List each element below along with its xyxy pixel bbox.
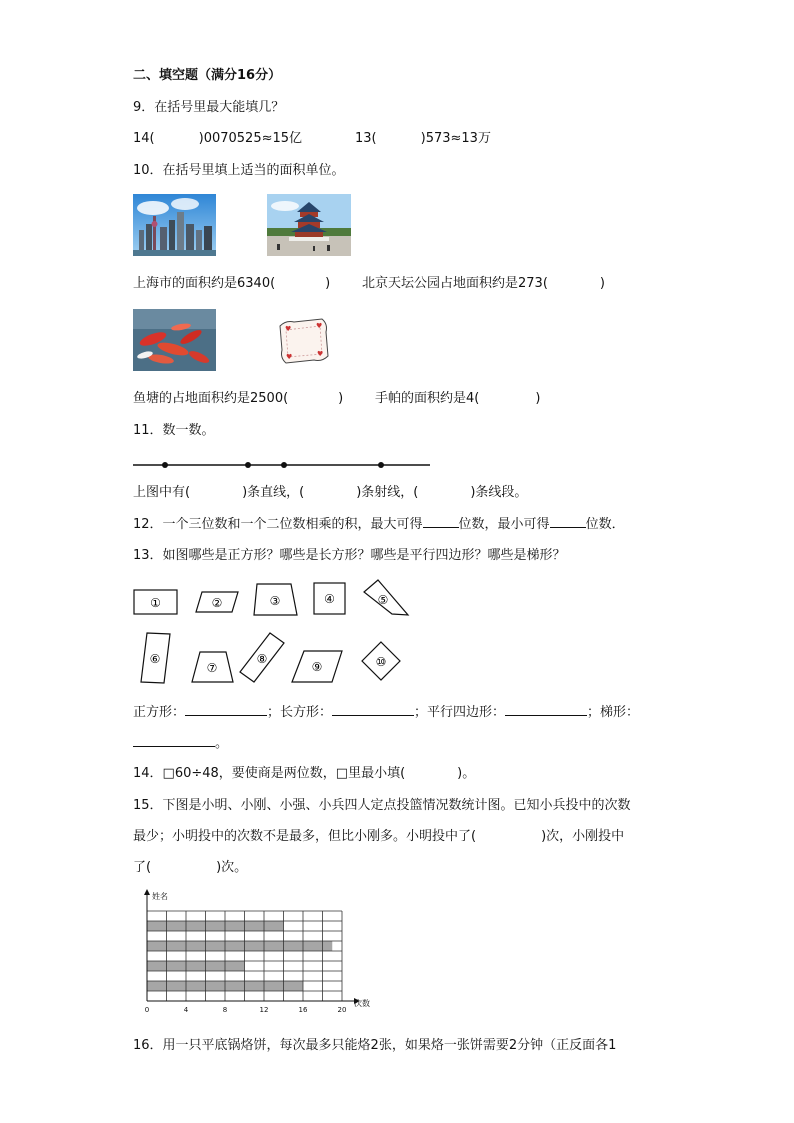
x-tick-label: 12: [259, 1006, 269, 1014]
bar-3: [147, 961, 245, 971]
q13-answer-line2: [133, 734, 228, 753]
section-title: 二、填空题（满分16分）: [133, 68, 282, 83]
shape-9-label: ⑨: [311, 660, 323, 674]
x-tick-label: 16: [298, 1006, 308, 1014]
shape-1-label: ①: [150, 596, 161, 610]
shape-10-label: ⑩: [375, 655, 387, 669]
q9-a-right: )0070525≈15亿: [198, 131, 303, 146]
shape-3-label: ③: [269, 594, 281, 608]
svg-text:♥: ♥: [316, 322, 323, 330]
handkerchief-image: [276, 316, 332, 366]
q15-line1: 15．下图是小明、小刚、小强、小兵四人定点投篮情况数统计图。已知小兵投中的次数: [133, 798, 631, 813]
x-tick-label: 8: [222, 1006, 228, 1014]
shape-6-label: ⑥: [149, 652, 161, 666]
shapes-figure: [130, 578, 430, 690]
svg-text:♥: ♥: [317, 350, 324, 358]
q10-line1-b: [362, 275, 605, 293]
q10-line1-a: [133, 275, 330, 293]
fish-pond-image: [133, 309, 216, 371]
x-tick-label: 20: [337, 1006, 347, 1014]
bar-1: [147, 921, 284, 931]
square-label: 正方形：: [133, 705, 186, 720]
q12-line: [133, 515, 625, 534]
y-axis-arrow: [144, 889, 150, 895]
x-tick-label: 4: [183, 1006, 189, 1014]
q10-prompt: 10．在括号里填上适当的面积单位。: [133, 163, 345, 178]
q11-prompt: 11．数一数。: [133, 423, 215, 438]
q13-prompt: 13．如图哪些是正方形？哪些是长方形？哪些是平行四边形？哪些是梯形？: [133, 548, 566, 563]
q13-answer-line: [133, 703, 639, 722]
svg-text:♥: ♥: [286, 353, 293, 361]
trap-blank[interactable]: [133, 734, 215, 747]
shape-5-label: ⑤: [377, 593, 389, 607]
q10-hanky-close: ): [535, 391, 541, 406]
q12-text-c: 位数．: [585, 517, 625, 532]
x-axis-label: 次数: [354, 999, 370, 1008]
q9-b-left: 13(: [355, 131, 377, 146]
shanghai-skyline-image: [133, 194, 216, 256]
q9-part-a: [133, 130, 302, 148]
q15-line2: 最少；小明投中的次数不是最多，但比小刚多。小明投中了( )次，小刚投中: [133, 829, 625, 844]
q13-end-mark: 。: [215, 736, 229, 751]
q10-line2-a: [133, 390, 343, 408]
q10-tiantan-text: 北京天坛公园占地面积约是273(: [362, 276, 548, 291]
q9-b-right: )573≈13万: [420, 131, 491, 146]
line-figure: [133, 458, 433, 472]
trap-label: ；梯形：: [587, 705, 640, 720]
bar-2: [147, 941, 332, 951]
temple-of-heaven-image: [267, 194, 351, 256]
shooting-bar-chart: [135, 889, 385, 1017]
q15-line3: 了( )次。: [133, 860, 248, 875]
y-axis-label: 姓名: [152, 892, 168, 901]
svg-text:♥: ♥: [285, 325, 292, 333]
shape-4-label: ④: [324, 592, 335, 606]
q16-text: 16．用一只平底锅烙饼，每次最多只能烙2张，如果烙一张饼需要2分钟（正反面各1: [133, 1038, 617, 1053]
q12-blank-max[interactable]: [423, 515, 459, 528]
rect-label: ；长方形：: [267, 705, 333, 720]
shape-2-label: ②: [211, 596, 223, 610]
para-blank[interactable]: [505, 703, 587, 716]
q12-text-b: 位数，最小可得: [458, 517, 550, 532]
q9-prompt: 9．在括号里最大能填几？: [133, 100, 285, 115]
q14-text: 14．□60÷48，要使商是两位数，□里最小填( )。: [133, 766, 476, 781]
q10-hanky-text: 手帕的面积约是4(: [375, 391, 480, 406]
shape-7-label: ⑦: [206, 661, 218, 675]
square-blank[interactable]: [185, 703, 267, 716]
q12-blank-min[interactable]: [550, 515, 586, 528]
q10-shanghai-close: ): [325, 276, 331, 291]
q10-tiantan-close: ): [599, 276, 605, 291]
q9-part-b: [355, 130, 491, 148]
q12-text-a: 12．一个三位数和一个二位数相乘的积，最大可得: [133, 517, 423, 532]
x-tick-label: 0: [144, 1006, 150, 1014]
q9-a-left: 14(: [133, 131, 155, 146]
q10-pond-close: ): [338, 391, 344, 406]
q10-line2-b: [375, 390, 540, 408]
q11-answer-line: 上图中有( )条直线，( )条射线，( )条线段。: [133, 485, 528, 500]
q10-shanghai-text: 上海市的面积约是6340(: [133, 276, 276, 291]
shape-8-label: ⑧: [256, 652, 268, 666]
q10-pond-text: 鱼塘的占地面积约是2500(: [133, 391, 289, 406]
rect-blank[interactable]: [332, 703, 414, 716]
para-label: ；平行四边形：: [414, 705, 506, 720]
